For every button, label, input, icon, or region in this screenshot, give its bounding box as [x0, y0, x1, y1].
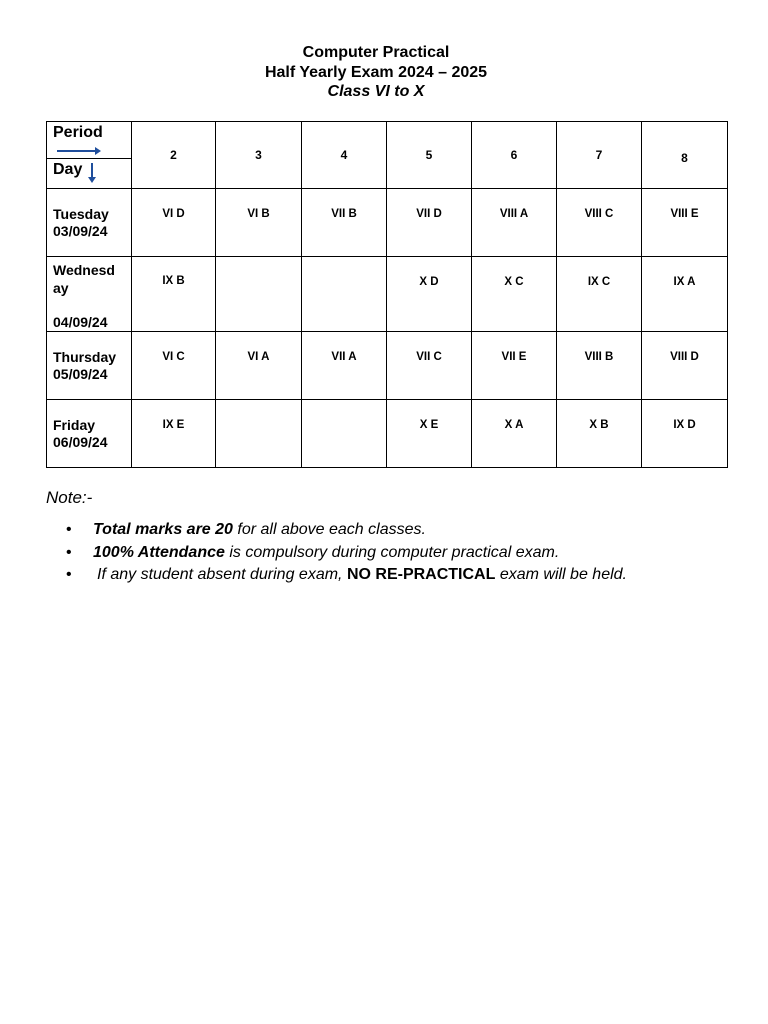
class-slot: VII E: [472, 332, 557, 400]
exam-subtitle: Half Yearly Exam 2024 – 2025: [264, 64, 488, 81]
class-slot: VIII E: [642, 189, 728, 257]
class-slot: X B: [557, 400, 642, 468]
note-text: [93, 519, 426, 540]
period-label: Period: [53, 124, 103, 141]
day-cell: [47, 400, 132, 468]
note-label: Note:-: [46, 488, 93, 507]
period-header-3: 3: [216, 122, 302, 189]
class-slot: IX D: [642, 400, 728, 468]
table-row-tuesday: [47, 189, 728, 257]
class-slot: IX E: [132, 400, 216, 468]
class-slot: X C: [472, 257, 557, 332]
down-arrow-icon: [87, 163, 97, 183]
period-header-2: 2: [132, 122, 216, 189]
day-cell: [47, 332, 132, 400]
class-slot: VII B: [302, 189, 387, 257]
class-slot: [302, 400, 387, 468]
day-name: Tuesday: [53, 205, 109, 222]
class-slot: VIII D: [642, 332, 728, 400]
class-slot: X E: [387, 400, 472, 468]
note-emphasis: Total marks are 20: [93, 521, 233, 538]
class-slot: VII D: [387, 189, 472, 257]
class-slot: [302, 257, 387, 332]
class-slot: VIII A: [472, 189, 557, 257]
class-slot: VI C: [132, 332, 216, 400]
day-date: 06/09/24: [53, 433, 108, 450]
class-slot: X A: [472, 400, 557, 468]
class-slot: VI D: [132, 189, 216, 257]
period-header-6: 6: [472, 122, 557, 189]
note-rest: for all above each classes.: [232, 521, 426, 538]
class-slot: IX B: [132, 257, 216, 332]
period-header-5: 5: [387, 122, 472, 189]
class-slot: VIII B: [557, 332, 642, 400]
day-name: Wednesd ay: [53, 262, 115, 296]
day-date: 04/09/24: [53, 314, 108, 330]
bullet-icon: •: [66, 566, 72, 583]
class-slot: [216, 257, 302, 332]
table-header-row: [47, 122, 728, 189]
class-slot: IX C: [557, 257, 642, 332]
bullet-icon: •: [66, 521, 72, 538]
note-text: [93, 542, 559, 563]
bullet-icon: •: [66, 543, 72, 561]
corner-divider: [47, 158, 131, 159]
class-slot: VI A: [216, 332, 302, 400]
table-row-thursday: [47, 332, 728, 400]
period-header-7: 7: [557, 122, 642, 189]
class-slot: VIII C: [557, 189, 642, 257]
period-header-4: 4: [302, 122, 387, 189]
period-day-corner-cell: [47, 122, 132, 189]
class-range: Class VI to X: [327, 83, 425, 100]
class-slot: VII C: [387, 332, 472, 400]
day-date: 05/09/24: [53, 365, 108, 382]
note-rest: is compulsory during computer practical exam.: [224, 543, 560, 561]
note-pre: If any student absent during exam,: [97, 566, 347, 583]
page-title: Computer Practical: [302, 44, 450, 61]
period-header-8: 8: [642, 122, 728, 189]
day-cell: [47, 189, 132, 257]
table-row-friday: [47, 400, 728, 468]
day-name: Friday: [53, 416, 96, 433]
note-text: [97, 564, 627, 585]
day-label: Day: [53, 161, 83, 178]
class-slot: VI B: [216, 189, 302, 257]
right-arrow-icon: [57, 146, 101, 156]
note-emphasis: 100% Attendance: [93, 543, 225, 561]
class-slot: X D: [387, 257, 472, 332]
class-slot: VII A: [302, 332, 387, 400]
note-emphasis: NO RE-PRACTICAL: [346, 566, 496, 583]
day-cell: [47, 257, 132, 332]
exam-schedule-table: [46, 121, 728, 468]
day-date: 03/09/24: [53, 222, 108, 239]
table-row-wednesday: [47, 257, 728, 332]
day-name: Thursday: [53, 348, 117, 365]
class-slot: [216, 400, 302, 468]
class-slot: IX A: [642, 257, 728, 332]
note-rest: exam will be held.: [495, 566, 627, 583]
